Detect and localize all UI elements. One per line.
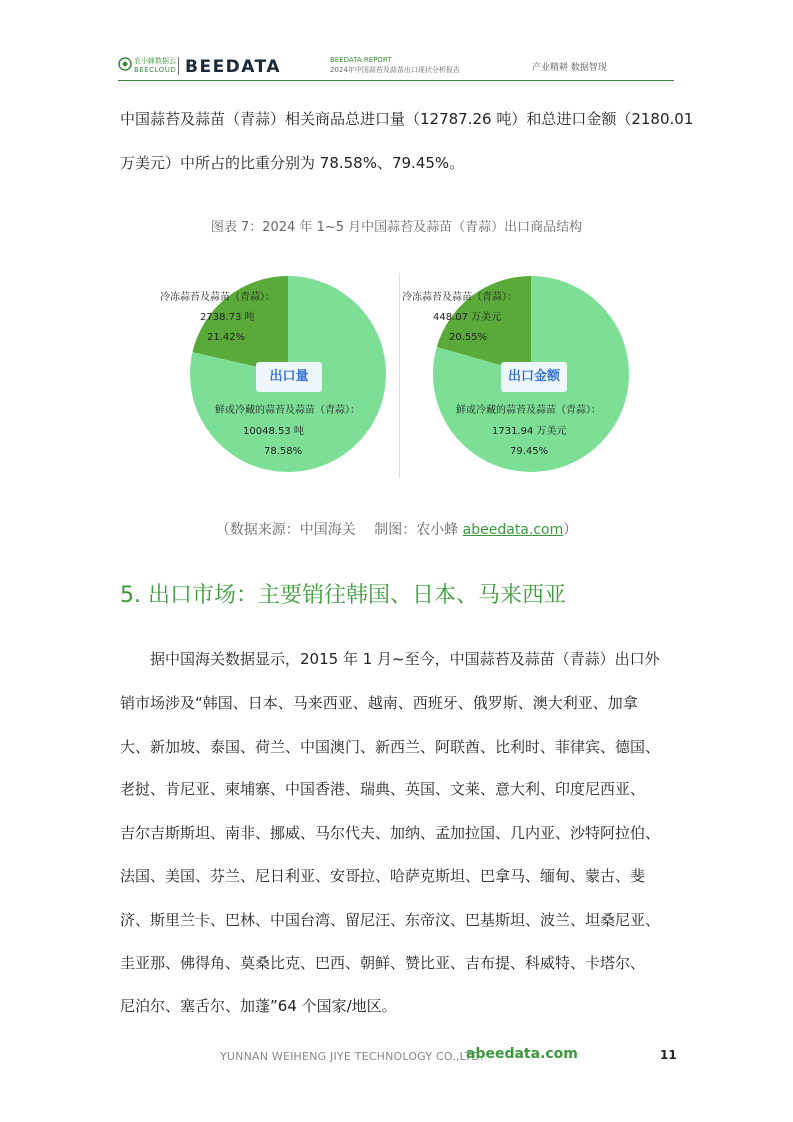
pie1-center-label: 出口量 [256, 362, 322, 392]
logo-cn-text: 农小蜂数据云 [134, 57, 176, 65]
intro-line-2: 万美元）中所占的比重分别为 78.58%、79.45%。 [120, 154, 465, 172]
pie-charts-svg [0, 0, 793, 560]
pie1-slice1-value: 2738.73 吨 [200, 312, 255, 323]
body-line-2: 销市场涉及“韩国、日本、马来西亚、越南、西班牙、俄罗斯、澳大利亚、加拿 [120, 694, 638, 712]
section-title: 5. 出口市场：主要销往韩国、日本、马来西亚 [120, 583, 566, 608]
intro-line-1: 中国蒜苔及蒜苗（青蒜）相关商品总进口量（12787.26 吨）和总进口金额（2180.01 [120, 110, 694, 128]
figure-caption: 图表 7：2024 年 1~5 月中国蒜苔及蒜苗（青蒜）出口商品结构 [210, 220, 583, 235]
footer-company: YUNNAN WEIHENG JIYE TECHNOLOGY CO.,LTD. [220, 1050, 484, 1063]
pie2-slice1-name: 冷冻蒜苔及蒜苗（青蒜）： [402, 292, 517, 303]
body-line-9: 尼泊尔、塞舌尔、加蓬”64 个国家/地区。 [120, 997, 397, 1015]
body-line-7: 济、斯里兰卡、巴林、中国台湾、留尼汪、东帝汶、巴基斯坦、波兰、坦桑尼亚、 [120, 911, 661, 929]
footer-site-link[interactable]: abeedata.com [466, 1046, 578, 1062]
report-subtitle: 2024年中国蒜苔及蒜苗出口现状分析报告 [330, 66, 460, 74]
pie2-slice1-value: 448.07 万美元 [433, 312, 502, 323]
pie2-center-label: 出口金额 [501, 362, 567, 392]
body-line-6: 法国、美国、芬兰、尼日利亚、安哥拉、哈萨克斯坦、巴拿马、缅甸、蒙古、斐 [120, 867, 646, 885]
pie1-slice2-percent: 78.58% [264, 446, 303, 457]
pie1-slice1-name: 冷冻蒜苔及蒜苗（青蒜）： [160, 292, 275, 303]
pie1-slice1-percent: 21.42% [207, 332, 246, 343]
pie2-slice2-value: 1731.94 万美元 [492, 426, 567, 437]
body-line-5: 吉尔吉斯斯坦、南非、挪威、马尔代夫、加纳、孟加拉国、几内亚、沙特阿拉伯、 [120, 824, 661, 842]
body-line-8: 圭亚那、佛得角、莫桑比克、巴西、朝鲜、赞比亚、吉布提、科威特、卡塔尔、 [120, 954, 646, 972]
body-line-4: 老挝、肯尼亚、柬埔寨、中国香港、瑞典、英国、文莱、意大利、印度尼西亚、 [120, 780, 646, 798]
source-text: （数据来源：中国海关 制图：农小蜂 [215, 522, 463, 538]
chart-divider [399, 273, 400, 478]
pie1-slice2-name: 鲜或冷藏的蒜苔及蒜苗（青蒜）： [215, 405, 360, 416]
page-number: 11 [660, 1048, 677, 1062]
figure-source [0, 519, 793, 539]
header-tagline: 产业精耕 数据智现 [532, 63, 607, 73]
source-link[interactable]: abeedata.com [462, 522, 564, 538]
report-title: BEEDATA REPORT [330, 56, 392, 64]
source-close: ） [563, 522, 578, 538]
brand-logo: BEEDATA [185, 57, 282, 77]
logo-en-text: BEECLOUD [134, 66, 177, 74]
pie2-slice1-percent: 20.55% [449, 332, 488, 343]
body-line-3: 大、新加坡、泰国、荷兰、中国澳门、新西兰、阿联酋、比利时、菲律宾、德国、 [120, 738, 661, 756]
pie1-slice2-value: 10048.53 吨 [243, 426, 304, 437]
body-line-1: 据中国海关数据显示，2015 年 1 月~至今，中国蒜苔及蒜苗（青蒜）出口外 [150, 650, 660, 668]
pie2-slice2-percent: 79.45% [510, 446, 549, 457]
pie2-slice2-name: 鲜或冷藏的蒜苔及蒜苗（青蒜）： [456, 405, 601, 416]
